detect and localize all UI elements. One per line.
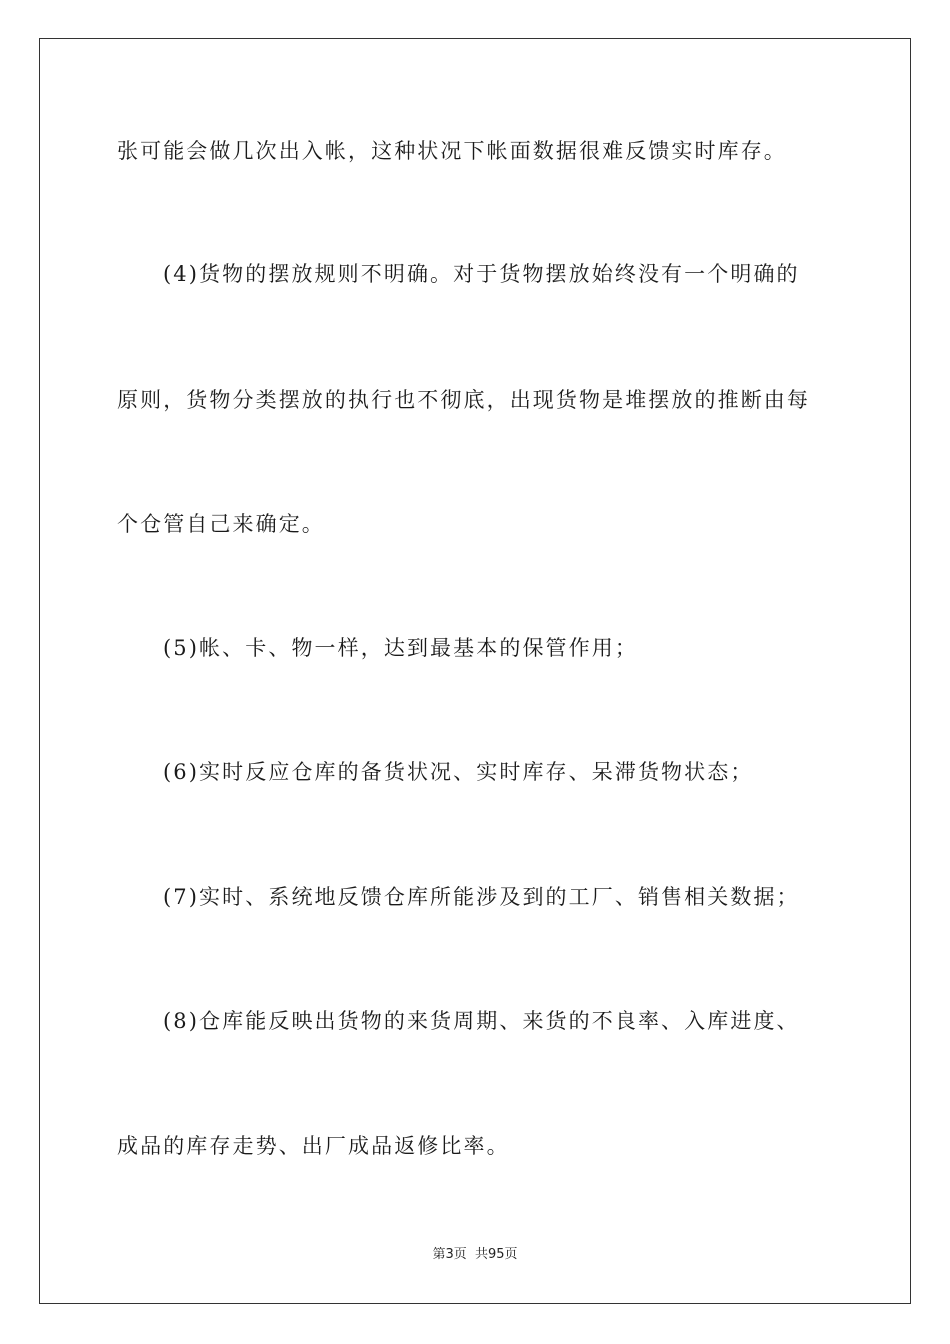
- text-line-8: (8)仓库能反映出货物的来货周期、来货的不良率、入库进度、: [163, 1009, 800, 1033]
- text-line-9: 成品的库存走势、出厂成品返修比率。: [117, 1134, 510, 1158]
- page-border: [39, 38, 911, 1304]
- page-number-footer: 第3页 共95页: [432, 1247, 518, 1262]
- text-line-2: (4)货物的摆放规则不明确。对于货物摆放始终没有一个明确的: [163, 262, 800, 286]
- text-line-7: (7)实时、系统地反馈仓库所能涉及到的工厂、销售相关数据；: [163, 885, 800, 909]
- text-line-1: 张可能会做几次出入帐，这种状况下帐面数据很难反馈实时库存。: [117, 139, 787, 163]
- text-line-3: 原则，货物分类摆放的执行也不彻底，出现货物是堆摆放的推断由每: [117, 388, 810, 412]
- text-line-5: (5)帐、卡、物一样，达到最基本的保管作用；: [163, 636, 638, 660]
- text-line-6: (6)实时反应仓库的备货状况、实时库存、呆滞货物状态；: [163, 760, 754, 784]
- text-line-4: 个仓管自己来确定。: [117, 512, 325, 536]
